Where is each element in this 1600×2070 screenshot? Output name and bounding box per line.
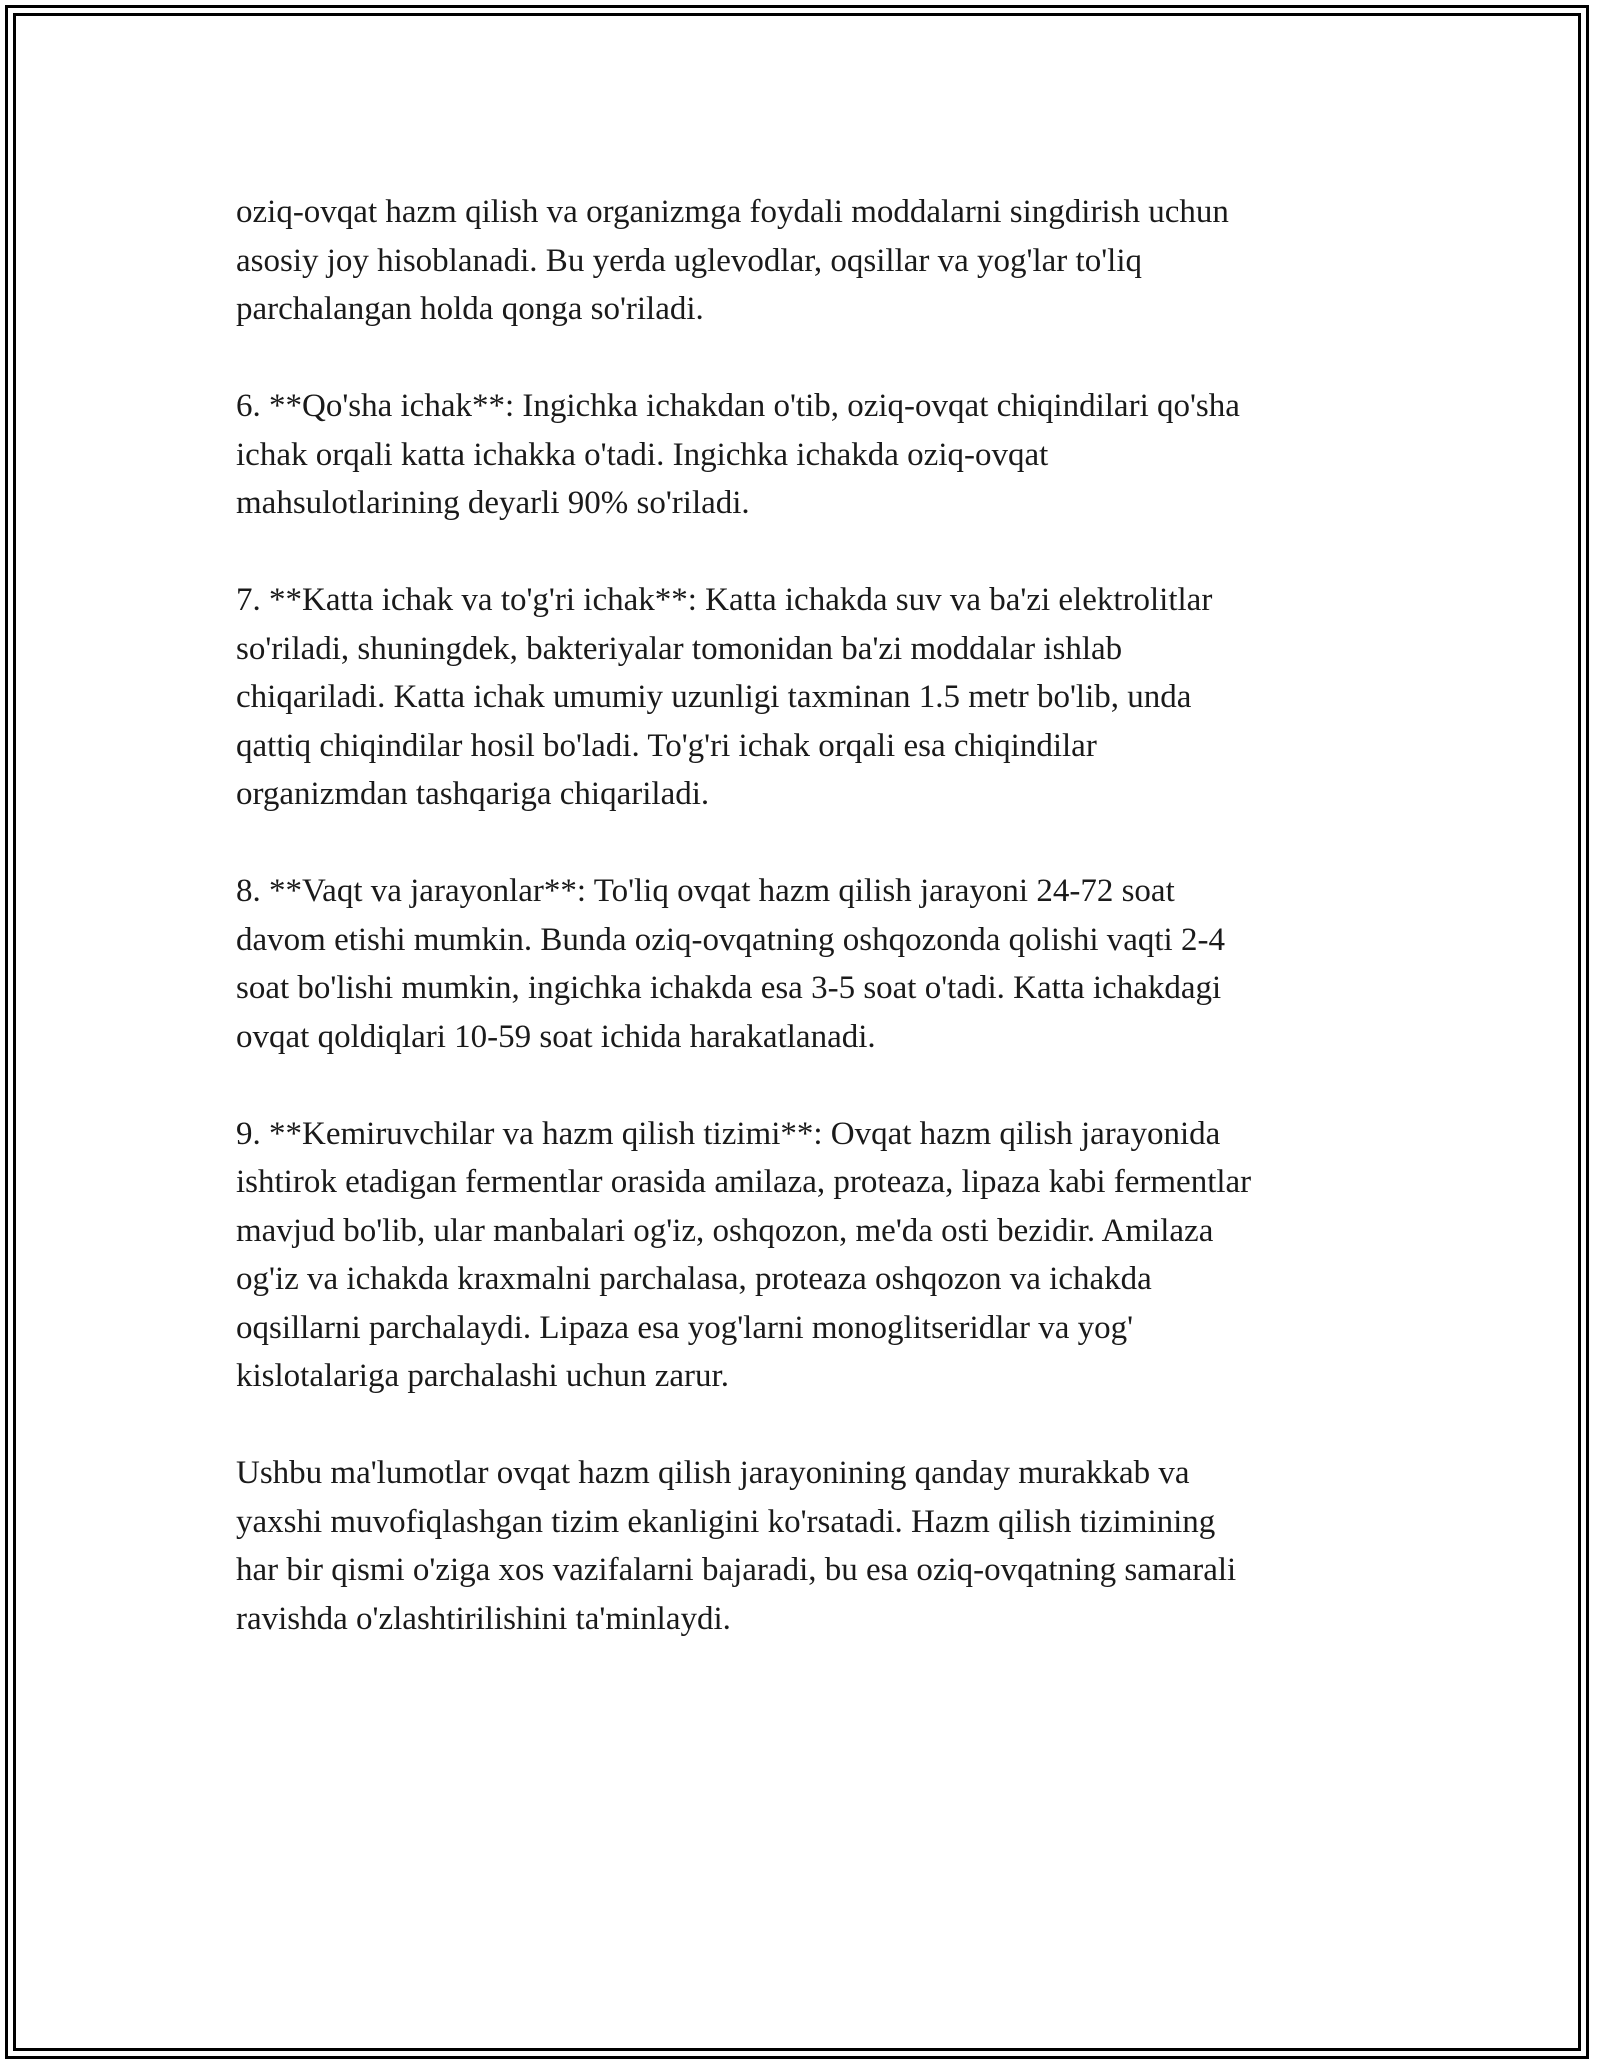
paragraph-intro-continuation: oziq-ovqat hazm qilish va organizmga foydali moddalarni singdirish uchun asosiy joy hisoblanadi. Bu yerda uglevodlar, oqsillar va yog'lar to'liq parchalangan holda qonga so'riladi.	[236, 194, 1229, 327]
paragraph-item-9: 9. **Kemiruvchilar va hazm qilish tizimi**: Ovqat hazm qilish jarayonida ishtirok etadigan fermentlar orasida amilaza, proteaza, lipaza kabi fermentlar mavjud bo'lib, ular manbalari og'iz, oshqozon, me'da osti bezidir. Amilaza og'iz va ichakda kraxmalni parchalasa, proteaza oshqozon va ichakda oqsillarni parchalaydi. Lipaza esa yog'larni monoglitseridlar va yog' kislotalariga parchalashi uchun zarur.	[236, 1115, 1252, 1394]
paragraph-conclusion: Ushbu ma'lumotlar ovqat hazm qilish jarayonining qanday murakkab va yaxshi muvofiqlashgan tizim ekanligini ko'rsatadi. Hazm qilish tizimining har bir qismi o'ziga xos vazifalarni bajaradi, bu esa oziq-ovqatning samarali ravishda o'zlashtirilishini ta'minlaydi.	[236, 1455, 1237, 1637]
document-body	[236, 188, 1376, 1692]
paragraph-item-6: 6. **Qo'sha ichak**: Ingichka ichakdan o'tib, oziq-ovqat chiqindilari qo'sha ichak orqali katta ichakka o'tadi. Ingichka ichakda oziq-ovqat mahsulotlarining deyarli 90% so'riladi.	[236, 388, 1240, 521]
paragraph-item-8: 8. **Vaqt va jarayonlar**: To'liq ovqat hazm qilish jarayoni 24-72 soat davom etishi mumkin. Bunda oziq-ovqatning oshqozonda qolishi vaqti 2-4 soat bo'lishi mumkin, ingichka ichakda esa 3-5 soat o'tadi. Katta ichakdagi ovqat qoldiqlari 10-59 soat ichida harakatlanadi.	[236, 873, 1225, 1055]
paragraph-item-7: 7. **Katta ichak va to'g'ri ichak**: Katta ichakda suv va ba'zi elektrolitlar so'riladi, shuningdek, bakteriyalar tomonidan ba'zi moddalar ishlab chiqariladi. Katta ichak umumiy uzunligi taxminan 1.5 metr bo'lib, unda qattiq chiqindilar hosil bo'ladi. To'g'ri ichak orqali esa chiqindilar organizmdan tashqariga chiqariladi.	[236, 582, 1213, 812]
